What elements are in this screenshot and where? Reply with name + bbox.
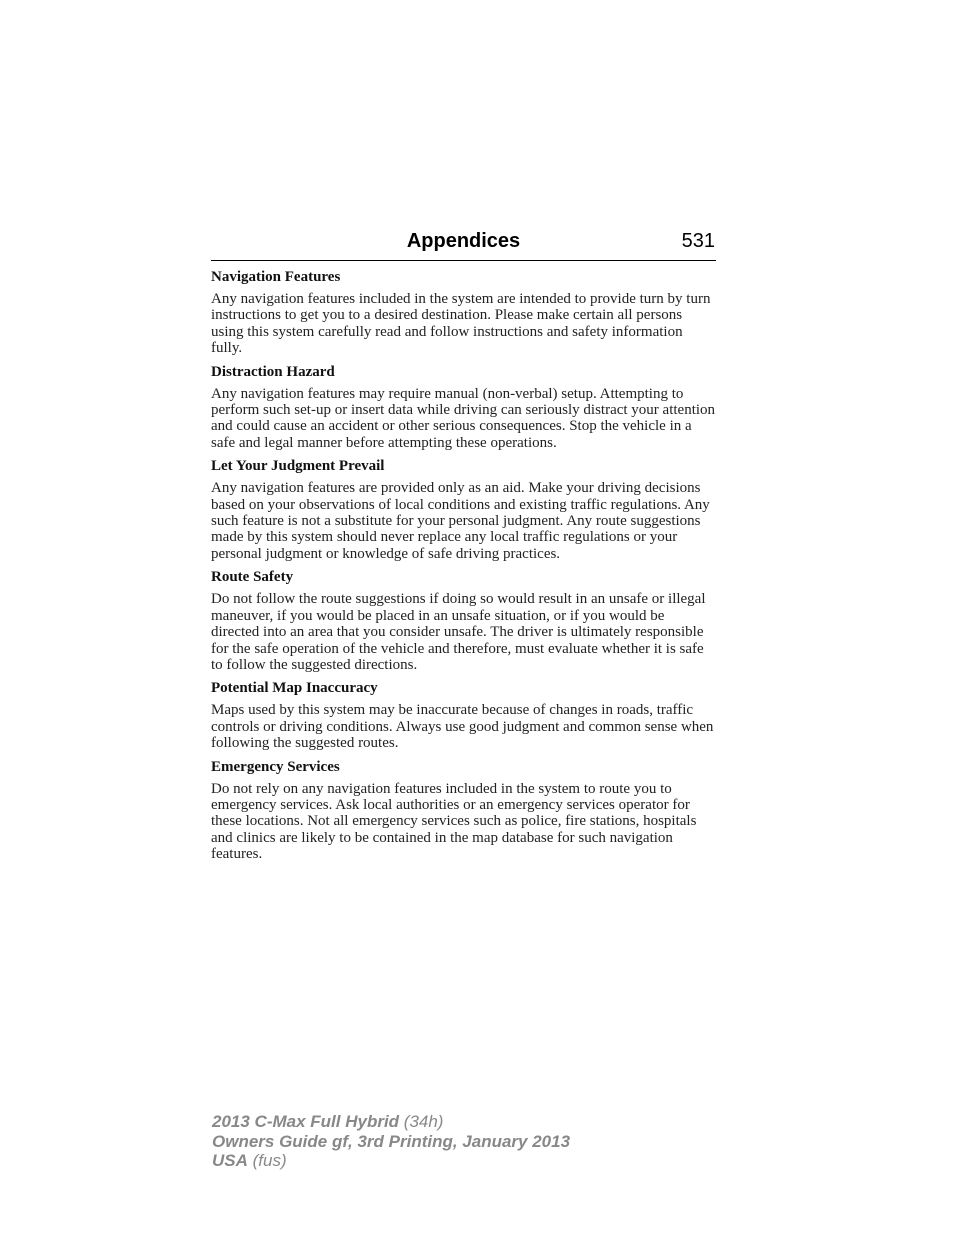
section-body: Do not follow the route suggestions if doing so would result in an unsafe or illegal maneuver, if you would be placed in an unsafe situation, or if you would be directed into an area that you consider unsafe. The driver is ultimately responsible for the safe operation of the vehicle and therefore, must evaluate whether it is safe to follow the suggested directions. xyxy=(211,591,706,673)
footer-line-printing xyxy=(212,1132,570,1152)
page-header xyxy=(211,228,716,261)
footer-model: 2013 C-Max Full Hybrid xyxy=(212,1112,400,1131)
section-body: Do not rely on any navigation features included in the system to route you to emergency services. Ask local authorities or an emergency services operator for these locations. Not all emergency services such as police, fire stations, hospitals and clinics are likely to be contained in the map database for such navigation features. xyxy=(211,780,697,863)
main-content xyxy=(211,268,716,869)
section-heading: Let Your Judgment Prevail xyxy=(211,458,385,475)
footer-line-model xyxy=(212,1112,570,1132)
section-body: Any navigation features may require manual (non-verbal) setup. Attempting to perform such set-up or insert data while driving can seriously distract your attention and could cause an accident or other serious consequences. Stop the vehicle in a safe and legal manner before attempting these operations. xyxy=(211,385,716,451)
section-navigation-features xyxy=(211,268,716,357)
section-heading: Distraction Hazard xyxy=(211,363,335,380)
section-let-your-judgment-prevail xyxy=(211,457,716,562)
section-body: Maps used by this system may be inaccurate because of changes in roads, traffic controls or driving conditions. Always use good judgment and common sense when following the suggested routes. xyxy=(211,702,714,752)
section-emergency-services xyxy=(211,758,716,863)
footer-region: USA xyxy=(212,1151,248,1170)
page-number: 531 xyxy=(681,230,715,252)
section-potential-map-inaccuracy xyxy=(211,679,716,751)
section-route-safety xyxy=(211,568,716,673)
section-distraction-hazard xyxy=(211,363,716,452)
section-body: Any navigation features included in the system are intended to provide turn by turn instructions to get you to a desired destination. Please make certain all persons using this system carefully read and follow instructions and safety information fully. xyxy=(211,291,711,357)
section-body: Any navigation features are provided only as an aid. Make your driving decisions based on your observations of local conditions and existing traffic regulations. Any such feature is not a substitute for your personal judgment. Any route suggestions made by this system should never replace any local traffic regulations or your personal judgment or knowledge of safe driving practices. xyxy=(211,480,710,562)
section-heading: Potential Map Inaccuracy xyxy=(211,680,378,697)
footer-model-code: (34h) xyxy=(399,1112,444,1131)
footer-region-code: (fus) xyxy=(247,1151,287,1170)
document-footer xyxy=(212,1112,570,1171)
section-heading: Route Safety xyxy=(211,569,294,586)
page-title: Appendices xyxy=(406,230,521,252)
section-heading: Navigation Features xyxy=(211,269,341,285)
footer-line-region xyxy=(212,1151,570,1171)
footer-printing: Owners Guide gf, 3rd Printing, January 2013 xyxy=(212,1131,571,1151)
section-heading: Emergency Services xyxy=(211,758,340,775)
